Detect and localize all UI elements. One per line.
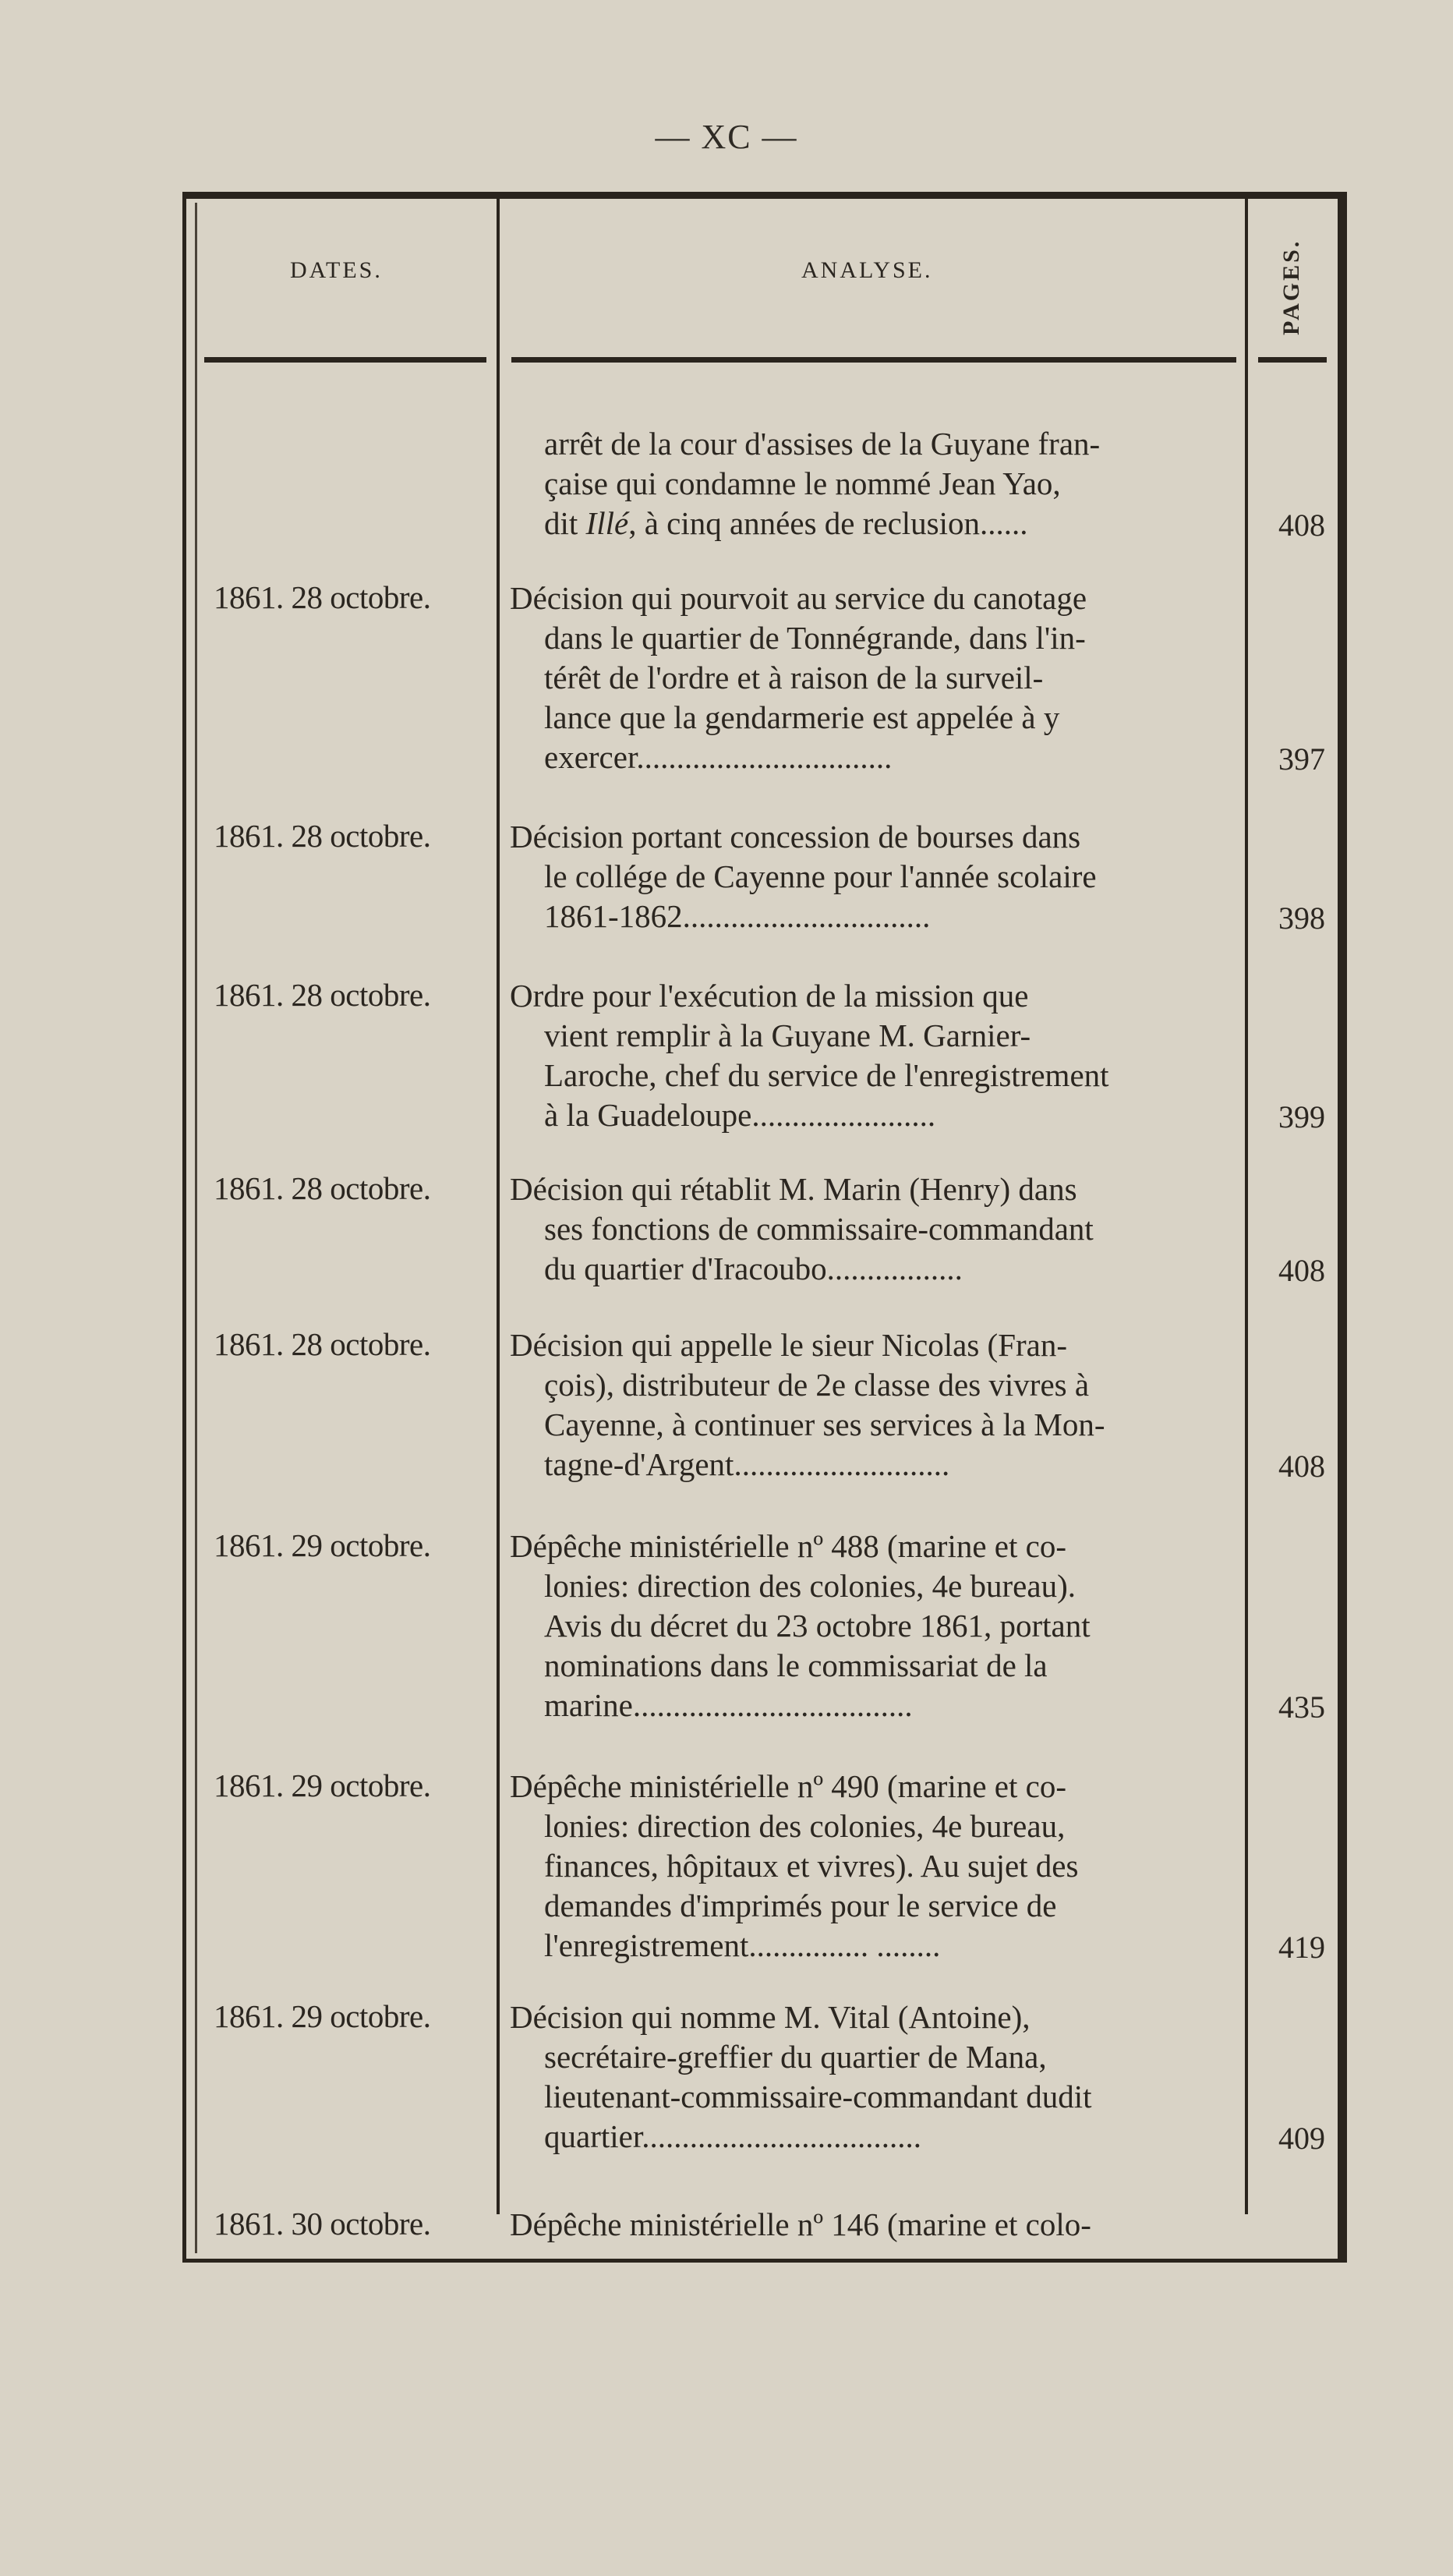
- analysis-line: çaise qui condamne le nommé Jean Yao,: [544, 465, 1061, 501]
- entry-page-number: 397: [1278, 741, 1325, 777]
- analysis-line: lieutenant-commissaire-commandant dudit: [544, 2079, 1092, 2114]
- analysis-line: Dépêche ministérielle nº 490 (marine et co-: [510, 1768, 1066, 1804]
- analysis-line: exercer................................: [544, 739, 893, 775]
- entry-date: 1861. 29 octobre.: [214, 1998, 431, 2034]
- analysis-line: lance que la gendarmerie est appelée à y: [544, 699, 1060, 735]
- analysis-line: arrêt de la cour d'assises de la Guyane fran-: [544, 426, 1101, 462]
- entry-page-number: 398: [1278, 901, 1325, 936]
- entry-analysis: [510, 1997, 1239, 2157]
- analysis-line: Dépêche ministérielle nº 146 (marine et colo-: [510, 2206, 1091, 2242]
- entry-page-number: 408: [1278, 1449, 1325, 1484]
- analysis-line: ses fonctions de commissaire-commandant: [544, 1211, 1094, 1247]
- entry-date: 1861. 29 octobre.: [214, 1767, 431, 1803]
- analysis-line: çois), distributeur de 2e classe des vivres à: [544, 1367, 1090, 1403]
- header-rule-dates: [204, 357, 486, 363]
- entry-date: 1861. 28 octobre.: [214, 818, 431, 854]
- analysis-line: du quartier d'Iracoubo.................: [544, 1251, 963, 1286]
- analysis-line: marine...................................: [544, 1687, 913, 1723]
- entry-analysis: [510, 1169, 1239, 1289]
- analysis-line: Décision qui nomme M. Vital (Antoine),: [510, 1999, 1031, 2035]
- analysis-line: tagne-d'Argent...........................: [544, 1446, 950, 1482]
- analysis-line: à la Guadeloupe.......................: [544, 1097, 936, 1133]
- analysis-line: Dépêche ministérielle nº 488 (marine et co-: [510, 1528, 1066, 1564]
- analysis-line: Décision qui appelle le sieur Nicolas (Fran-: [510, 1327, 1067, 1363]
- entry-analysis: [510, 1767, 1239, 1966]
- header-rule-pages: [1258, 357, 1327, 363]
- analysis-line: l'enregistrement............... ........: [544, 1927, 941, 1963]
- analysis-line: Décision portant concession de bourses dans: [510, 819, 1081, 855]
- analysis-line: quartier...................................: [544, 2118, 921, 2154]
- analysis-line: Ordre pour l'exécution de la mission que: [510, 978, 1029, 1014]
- analysis-line: lonies: direction des colonies, 4e bureau).: [544, 1568, 1076, 1604]
- entry-analysis: [510, 817, 1239, 936]
- analysis-line: Décision qui pourvoit au service du canotage: [510, 580, 1087, 616]
- entry-page-number: 435: [1278, 1690, 1325, 1725]
- entry-date: 1861. 28 octobre.: [214, 977, 431, 1013]
- analysis-line: Décision qui rétablit M. Marin (Henry) dans: [510, 1171, 1077, 1207]
- entry-analysis: [510, 2205, 1239, 2245]
- analysis-line: lonies: direction des colonies, 4e bureau,: [544, 1808, 1066, 1844]
- analysis-line: Cayenne, à continuer ses services à la Mon-: [544, 1407, 1105, 1442]
- analysis-line: dit Illé, à cinq années de reclusion......: [544, 505, 1028, 541]
- page-number-header: — XC —: [655, 118, 798, 156]
- table-right-border: [1338, 192, 1347, 2263]
- analysis-line: finances, hôpitaux et vivres). Au sujet des: [544, 1848, 1079, 1884]
- analysis-line: térêt de l'ordre et à raison de la surveil-: [544, 660, 1044, 695]
- analysis-line: Avis du décret du 23 octobre 1861, portant: [544, 1608, 1091, 1644]
- entry-analysis: [510, 579, 1239, 777]
- analysis-line: Laroche, chef du service de l'enregistrement: [544, 1057, 1109, 1093]
- column-rule-dates: [497, 195, 500, 2214]
- entry-date: 1861. 28 octobre.: [214, 579, 431, 615]
- analysis-line: nominations dans le commissariat de la: [544, 1647, 1048, 1683]
- entry-date: 1861. 28 octobre.: [214, 1170, 431, 1206]
- entry-page-number: 409: [1278, 2121, 1325, 2156]
- analysis-line: secrétaire-greffier du quartier de Mana,: [544, 2039, 1047, 2075]
- entry-page-number: 408: [1278, 508, 1325, 543]
- column-rule-analyse: [1245, 195, 1248, 2214]
- column-header-dates: DATES.: [290, 257, 383, 283]
- entry-analysis: [510, 424, 1239, 543]
- analysis-line: 1861-1862...............................: [544, 898, 931, 934]
- entry-analysis: [510, 976, 1239, 1135]
- entry-date: 1861. 30 octobre.: [214, 2206, 431, 2242]
- analysis-line: le collége de Cayenne pour l'année scolaire: [544, 858, 1097, 894]
- analysis-line: dans le quartier de Tonnégrande, dans l'in-: [544, 620, 1086, 656]
- entry-page-number: 399: [1278, 1099, 1325, 1134]
- entry-page-number: 419: [1278, 1930, 1325, 1965]
- table-inner-edge: [195, 203, 197, 2253]
- analysis-line: demandes d'imprimés pour le service de: [544, 1888, 1057, 1923]
- entry-page-number: 408: [1278, 1253, 1325, 1288]
- entry-date: 1861. 29 octobre.: [214, 1527, 431, 1563]
- entry-analysis: [510, 1527, 1239, 1725]
- header-rule-analyse: [511, 357, 1236, 363]
- column-header-pages: PAGES.: [1278, 239, 1304, 335]
- entry-date: 1861. 28 octobre.: [214, 1326, 431, 1362]
- entry-analysis: [510, 1325, 1239, 1484]
- column-header-analyse: ANALYSE.: [801, 257, 933, 283]
- analysis-line: vient remplir à la Guyane M. Garnier-: [544, 1017, 1031, 1053]
